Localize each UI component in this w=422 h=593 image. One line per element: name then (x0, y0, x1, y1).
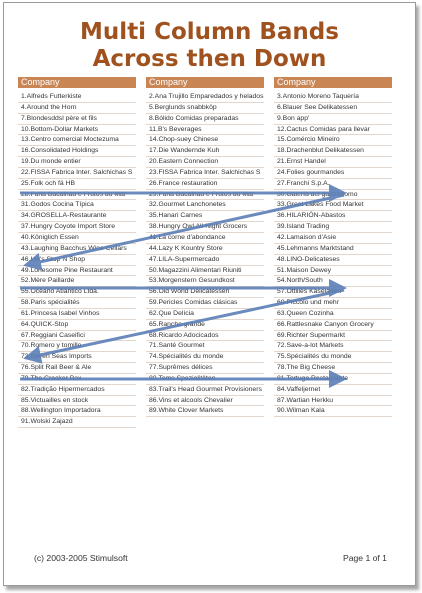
list-item: 69.Richter Supermarkt (274, 331, 392, 342)
list-item: 22.FISSA Fabrica Inter. Salchichas S (18, 168, 136, 179)
copyright-footer: (c) 2003-2005 Stimulsoft (34, 553, 128, 563)
list-item: 8.Bólido Comidas preparadas (146, 114, 264, 125)
list-item: 34.GROSELLA-Restaurante (18, 211, 136, 222)
list-item: 36.HILARIÓN-Abastos (274, 211, 392, 222)
list-item: 9.Bon app' (274, 114, 392, 125)
list-item: 77.Suprêmes délices (146, 363, 264, 374)
list-item: 71.Santé Gourmet (146, 341, 264, 352)
list-item: 27.Franchi S.p.A. (274, 179, 392, 190)
list-item: 50.Magazzini Alimentari Riuniti (146, 266, 264, 277)
list-item: 90.Wilman Kala (274, 406, 392, 417)
list-item: 43.Laughing Bacchus Wine Cellars (18, 244, 136, 255)
list-item: 55.Océano Atlántico Ltda. (18, 287, 136, 298)
list-item: 21.Ernst Handel (274, 157, 392, 168)
list-item: 24.Folies gourmandes (274, 168, 392, 179)
title-line-2: Across then Down (92, 46, 327, 72)
list-item: 2.Ana Trujillo Emparedados y helados (146, 92, 264, 103)
list-item: 53.Morgenstern Gesundkost (146, 276, 264, 287)
list-item: 10.Bottom-Dollar Markets (18, 125, 136, 136)
list-item: 46.Let's Stop N Shop (18, 255, 136, 266)
list-item: 41.La corne d'abondance (146, 233, 264, 244)
list-item: 44.Lazy K Kountry Store (146, 244, 264, 255)
list-item: 12.Cactus Comidas para llevar (274, 125, 392, 136)
list-item: 45.Lehmanns Marktstand (274, 244, 392, 255)
list-item: 1.Alfreds Futterkiste (18, 92, 136, 103)
list-item: 6.Blauer See Delikatessen (274, 103, 392, 114)
list-item: 65.Rancho grande (146, 320, 264, 331)
list-item: 70.Romero y tomillo (18, 341, 136, 352)
list-item: 3.Antonio Moreno Taquería (274, 92, 392, 103)
list-item: 32.Gourmet Lanchonetes (146, 200, 264, 211)
list-item: 28.Furia Bacalhau e Frutos do Mar (18, 190, 136, 201)
list-item: 16.Consolidated Holdings (18, 146, 136, 157)
column-rows (18, 92, 136, 428)
list-item: 75.Spécialités du monde (274, 352, 392, 363)
column-rows (274, 92, 392, 417)
list-item: 60.Piccolo und mehr (274, 298, 392, 309)
list-item: 89.White Clover Markets (146, 406, 264, 417)
list-item: 68.Ricardo Adocicados (146, 331, 264, 342)
page-number: Page 1 of 1 (343, 553, 387, 563)
list-item: 91.Wolski Zajazd (18, 417, 136, 428)
column-header: Company (274, 77, 392, 88)
list-item: 47.LILA-Supermercado (146, 255, 264, 266)
list-item: 20.Eastern Connection (146, 157, 264, 168)
list-item: 19.Du monde entier (18, 157, 136, 168)
list-item: 48.LINO-Delicateses (274, 255, 392, 266)
list-item: 78.The Big Cheese (274, 363, 392, 374)
list-item: 23.FISSA Fabrica Inter. Salchichas S (146, 168, 264, 179)
report-title (4, 19, 415, 73)
list-item: 15.Comércio Mineiro (274, 135, 392, 146)
list-item: 84.Vaffeljernet (274, 385, 392, 396)
list-item: 87.Wartian Herkku (274, 396, 392, 407)
list-item: 14.Chop-suey Chinese (146, 135, 264, 146)
list-item: 72.Save-a-lot Markets (274, 341, 392, 352)
column-header: Company (146, 77, 264, 88)
list-item: 74.Spécialités du monde (146, 352, 264, 363)
list-item: 58.Paris spécialités (18, 298, 136, 309)
list-item: 5.Berglunds snabbköp (146, 103, 264, 114)
list-item: 66.Rattlesnake Canyon Grocery (274, 320, 392, 331)
list-item: 80.Toms Spezialitäten (146, 374, 264, 385)
list-item: 57.Ottilies Käseladen (274, 287, 392, 298)
list-item: 42.Lamaison d'Asie (274, 233, 392, 244)
list-item: 13.Centro comercial Moctezuma (18, 135, 136, 146)
list-item: 25.Folk och fä HB (18, 179, 136, 190)
list-item: 59.Pericles Comidas clásicas (146, 298, 264, 309)
list-item: 33.Great Lakes Food Market (274, 200, 392, 211)
list-item: 82.Tradição Hipermercados (18, 385, 136, 396)
list-item: 76.Split Rail Beer & Ale (18, 363, 136, 374)
list-item: 49.Lonesome Pine Restaurant (18, 266, 136, 277)
list-item: 31.Godos Cocina Típica (18, 200, 136, 211)
list-item: 86.Vins et alcools Chevalier (146, 396, 264, 407)
column-header: Company (18, 77, 136, 88)
list-item: 30.Galería del gastrónomo (274, 190, 392, 201)
list-item: 54.North/South (274, 276, 392, 287)
list-item: 18.Drachenblut Delikatessen (274, 146, 392, 157)
band-column-3 (274, 77, 392, 417)
list-item: 4.Around the Horn (18, 103, 136, 114)
band-column-2 (146, 77, 264, 417)
list-item: 63.Queen Cozinha (274, 309, 392, 320)
list-item: 38.Hungry Owl All-Night Grocers (146, 222, 264, 233)
list-item: 88.Wellington Importadora (18, 406, 136, 417)
list-item: 81.Tortuga Restaurante (274, 374, 392, 385)
list-item: 64.QUICK-Stop (18, 320, 136, 331)
list-item: 51.Maison Dewey (274, 266, 392, 277)
list-item: 56.Old World Delicatessen (146, 287, 264, 298)
list-item: 29.Furia Bacalhau e Frutos do Mar (146, 190, 264, 201)
list-item: 52.Mère Paillarde (18, 276, 136, 287)
list-item: 67.Reggiani Caseifici (18, 331, 136, 342)
list-item: 39.Island Trading (274, 222, 392, 233)
title-line-1: Multi Column Bands (80, 19, 339, 45)
column-rows (146, 92, 264, 417)
list-item: 83.Trail's Head Gourmet Provisioners (146, 385, 264, 396)
list-item: 61.Princesa Isabel Vinhos (18, 309, 136, 320)
list-item: 37.Hungry Coyote Import Store (18, 222, 136, 233)
list-item: 11.B's Beverages (146, 125, 264, 136)
list-item: 17.Die Wandernde Kuh (146, 146, 264, 157)
report-page (3, 2, 416, 586)
list-item: 40.Königlich Essen (18, 233, 136, 244)
list-item: 62.Que Delícia (146, 309, 264, 320)
list-item: 26.France restauration (146, 179, 264, 190)
list-item: 7.Blondesddsl père et fils (18, 114, 136, 125)
list-item: 85.Victuailles en stock (18, 396, 136, 407)
band-column-1 (18, 77, 136, 428)
list-item: 35.Hanari Carnes (146, 211, 264, 222)
list-item: 73.Seven Seas Imports (18, 352, 136, 363)
list-item: 79.The Cracker Box (18, 374, 136, 385)
